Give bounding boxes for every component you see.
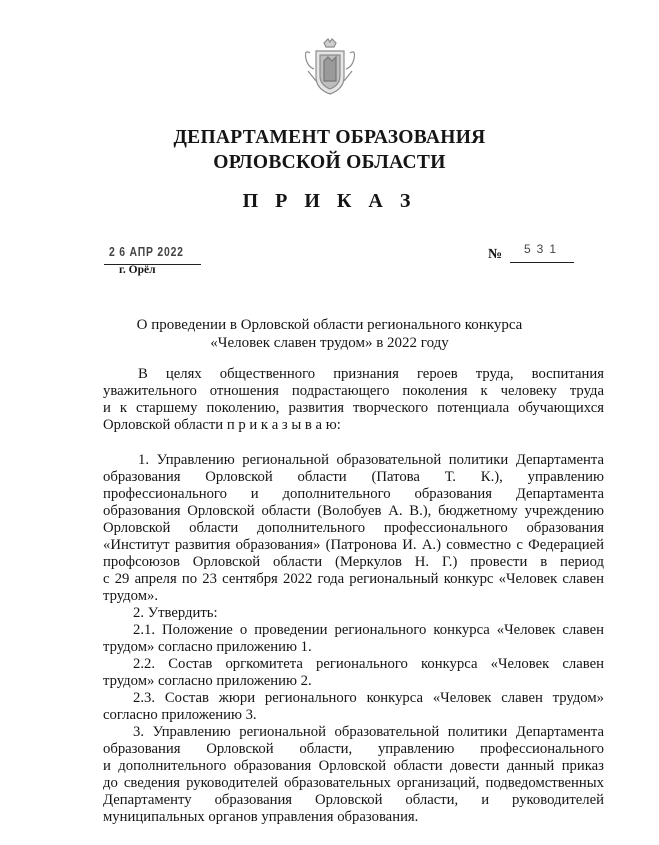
number-label: №: [488, 247, 503, 262]
subject-line: «Человек славен трудом» в 2022 году: [210, 335, 449, 351]
department-title-line2: ОРЛОВСКОЙ ОБЛАСТИ: [213, 152, 446, 173]
body-text-line: Орловской области п р и к а з ы в а ю:: [103, 417, 341, 433]
body-text-line: «Институт развития образования» (Патронова И. А.) совместно с Федерацией: [103, 537, 604, 553]
body-text-line: 3. Управлению региональной образовательной политики Департамента: [133, 724, 604, 740]
body-text-line: муниципальных органов управления образования.: [103, 809, 419, 825]
body-text-line: с 29 апреля по 23 сентября 2022 года региональный конкурс «Человек славен: [103, 571, 604, 587]
body-text-line: профессионального и дополнительного образования Департамента: [103, 486, 604, 502]
coat-of-arms-emblem: [302, 37, 358, 97]
body-text-line: образования Орловской области (Патова Т. К.), управлению: [103, 469, 604, 485]
body-text-line: и дополнительного образования Орловской области довести данный приказ: [103, 758, 604, 774]
body-text-line: 2. Утвердить:: [133, 605, 218, 621]
body-text-line: трудом» согласно приложению 2.: [103, 673, 312, 689]
body-text-line: 2.3. Состав жюри регионального конкурса «Человек славен трудом»: [133, 690, 604, 706]
body-text-line: трудом» согласно приложению 1.: [103, 639, 312, 655]
document-type-heading: П Р И К А З: [242, 190, 417, 212]
department-title-line1: ДЕПАРТАМЕНТ ОБРАЗОВАНИЯ: [173, 127, 486, 148]
body-text-line: уважительного отношения подрастающего поколения к человеку труда: [103, 383, 604, 399]
body-text-line: 1. Управлению региональной образовательной политики Департамента: [138, 452, 604, 468]
body-text-line: образования Орловской области, управлению профессионального: [103, 741, 604, 757]
order-number: 531: [524, 242, 563, 256]
body-text-line: трудом».: [103, 588, 159, 604]
date-stamp: 2 6 АПР 2022: [109, 244, 184, 259]
body-text-line: В целях общественного признания героев труда, воспитания: [138, 366, 604, 382]
body-text-line: профсоюзов Орловской области (Меркулов Н. Г.) провести в период: [103, 554, 604, 570]
body-text-line: 2.2. Состав оргкомитета регионального конкурса «Человек славен: [133, 656, 604, 672]
body-text-line: образования Орловской области (Волобуев А. В.), бюджетному учреждению: [103, 503, 604, 519]
body-text-line: Орловской области дополнительного профессионального образования: [103, 520, 604, 536]
number-underline: [510, 262, 574, 263]
body-text-line: Департаменту образования Орловской области, и руководителей: [103, 792, 604, 808]
city-label: г. Орёл: [119, 264, 156, 276]
body-text-line: и к старшему поколению, развития творческого потенциала обучающихся: [103, 400, 604, 416]
body-text-line: согласно приложению 3.: [103, 707, 257, 723]
subject-line: О проведении в Орловской области регионального конкурса: [136, 317, 523, 333]
body-text-line: до сведения руководителей образовательных организаций, подведомственных: [103, 775, 604, 791]
body-text-line: 2.1. Положение о проведении регионального конкурса «Человек славен: [133, 622, 604, 638]
